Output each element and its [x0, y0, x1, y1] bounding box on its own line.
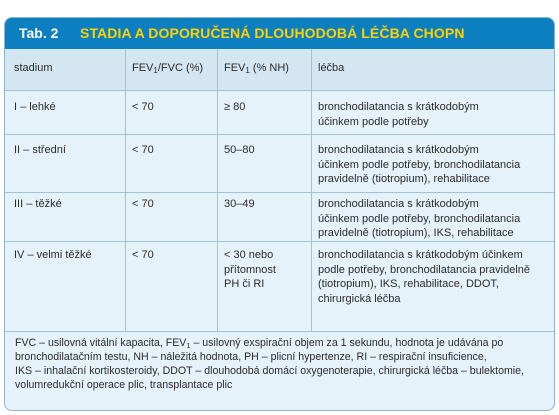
row-divider [5, 134, 554, 135]
table-label: Tab. 2 [19, 25, 59, 41]
footnote-line: bronchodilatačním testu, NH – náležitá hodnota, PH – plicní hypertenze, RI – respirační insuficience, [15, 351, 487, 363]
row-4-fev1-fvc: < 70 [132, 249, 154, 261]
row-3-stadium: III – těžké [14, 198, 62, 210]
table-card [4, 17, 555, 411]
row-2-stadium: II – střední [14, 144, 66, 156]
row-1-fev1-nh: ≥ 80 [224, 101, 246, 113]
header-stadium: stadium [14, 62, 53, 74]
footnote-line: volumredukční operace plic, transplantace plic [15, 379, 233, 391]
row-4-lecba: bronchodilatancia s krátkodobým účinkem podle potřeby, bronchodilatancia pravidelně (tiotropium), IKS, rehabilitace, DDOT, chirurgická léčba [318, 249, 530, 305]
row-2-fev1-nh: 50–80 [224, 144, 255, 156]
header-fev1-nh: $FEV_1$ (% NH) [224, 62, 289, 75]
row-2-lecba: bronchodilatancia s krátkodobým účinkem podle potřeby, bronchodilatancia pravidelně (tiotropium), rehabilitace [318, 144, 521, 185]
header-lecba: léčba [318, 62, 345, 74]
row-1-lecba: bronchodilatancia s krátkodobým účinkem podle potřeby [318, 101, 479, 128]
table-title: STADIA A DOPORUČENÁ DLOUHODOBÁ LÉČBA CHOPN [80, 25, 465, 41]
row-4-fev1-nh: < 30 nebo přítomnost PH či RI [224, 249, 276, 290]
row-4-stadium: IV – velmi těžké [14, 249, 92, 261]
column-divider [125, 49, 126, 332]
column-divider [217, 49, 218, 332]
row-2-fev1-fvc: < 70 [132, 144, 154, 156]
row-1-stadium: I – lehké [14, 101, 56, 113]
row-divider [5, 331, 554, 332]
row-divider [5, 192, 554, 193]
row-1-fev1-fvc: < 70 [132, 101, 154, 113]
row-divider [5, 241, 554, 242]
footnote-line: FVC – usilovná vitální kapacita, $FEV_1$ – usilovný exspirační objem za 1 sekundu, hodnota je udávána po [15, 337, 504, 350]
table-footnote [15, 336, 543, 392]
footnote-line: IKS – inhalační kortikosteroidy, DDOT – dlouhodobá domácí oxygenoterapie, chirurgická léčba – bulektomie, [15, 365, 524, 377]
header-fev1-fvc: $FEV_1$/FVC (%) [132, 62, 204, 75]
row-3-fev1-fvc: < 70 [132, 198, 154, 210]
row-3-fev1-nh: 30–49 [224, 198, 255, 210]
row-3-lecba: bronchodilatancia s krátkodobým účinkem podle potřeby, bronchodilatancia pravidelně (tiotropium), IKS, rehabilitace [318, 198, 521, 239]
table-title-bar [5, 18, 554, 49]
row-divider [5, 90, 554, 91]
